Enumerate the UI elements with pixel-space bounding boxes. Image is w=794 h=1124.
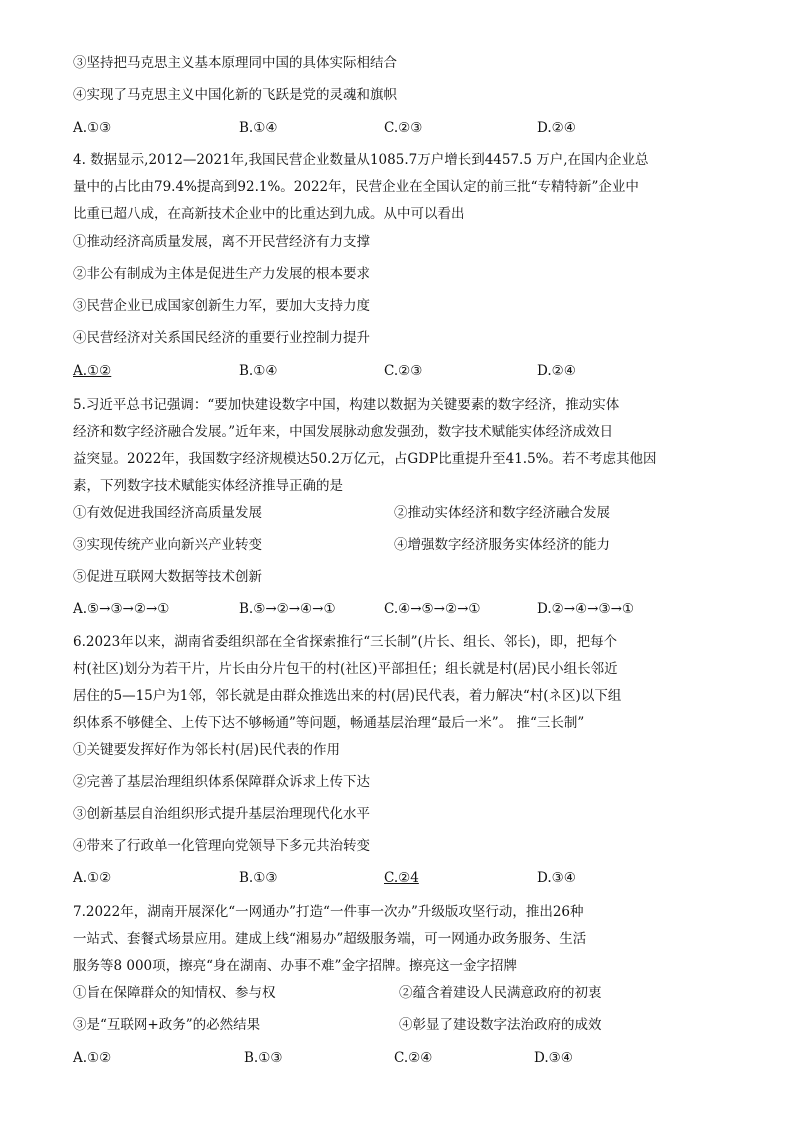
q6-option-c: C.②4 bbox=[384, 870, 419, 886]
q6-item-4: ④带来了行政单一化管理向党领导下多元共治转变 bbox=[73, 838, 370, 854]
q3-option-a: A.①③ bbox=[73, 120, 112, 136]
q5-option-c: C.④→⑤→②→① bbox=[384, 601, 481, 617]
q7-option-a: A.①② bbox=[73, 1050, 112, 1066]
q4-option-c: C.②③ bbox=[384, 363, 423, 379]
q5-stem-line-4: 素，下列数字技术赋能实体经济推导正确的是 bbox=[73, 478, 343, 494]
q7-option-c: C.②④ bbox=[394, 1050, 433, 1066]
q6-item-3: ③创新基层自治组织形式提升基层治理现代化水平 bbox=[73, 806, 370, 822]
q5-item-2: ②推动实体经济和数字经济融合发展 bbox=[394, 505, 610, 521]
q5-option-a: A.⑤→③→②→① bbox=[73, 601, 170, 617]
q4-item-4: ④民营经济对关系国民经济的重要行业控制力提升 bbox=[73, 330, 370, 346]
q4-option-b: B.①④ bbox=[239, 363, 278, 379]
q3-option-c: C.②③ bbox=[384, 120, 423, 136]
q5-option-d: D.②→④→③→① bbox=[537, 601, 634, 617]
q4-item-1: ①推动经济高质量发展，离不开民营经济有力支撑 bbox=[73, 234, 370, 250]
q4-stem-line-3: 比重已超八成，在高新技术企业中的比重达到九成。从中可以看出 bbox=[73, 206, 465, 222]
q3-option-d: D.②④ bbox=[537, 120, 576, 136]
q5-option-b: B.⑤→②→④→① bbox=[239, 601, 336, 617]
q5-stem-line-1: 5.习近平总书记强调：“要加快建设数字中国，构建以数据为关键要素的数字经济，推动实体 bbox=[73, 397, 620, 413]
q7-item-2: ②蕴含着建设人民满意政府的初衷 bbox=[399, 985, 602, 1001]
q6-stem-line-2: 村(社区)划分为若干片，片长由分片包干的村(社区)平部担任；组长就是村(居)民小组长邻近 bbox=[73, 661, 618, 677]
q3-item-3: ③坚持把马克思主义基本原理同中国的具体实际相结合 bbox=[73, 55, 397, 71]
q6-option-d: D.③④ bbox=[537, 870, 576, 886]
q5-item-1: ①有效促进我国经济高质量发展 bbox=[73, 505, 262, 521]
q4-stem-line-1: 4. 数据显示,2012—2021年,我国民营企业数量从1085.7万户增长到4457.5 万户,在国内企业总 bbox=[73, 152, 649, 168]
q7-stem-line-3: 服务等8 000项，擦亮“身在湖南、办事不难”金字招牌。擦亮这一金字招牌 bbox=[73, 958, 517, 974]
q6-option-b: B.①③ bbox=[239, 870, 278, 886]
q6-item-1: ①关键要发挥好作为邻长村(居)民代表的作用 bbox=[73, 742, 341, 758]
q7-stem-line-1: 7.2022年，湖南开展深化“一网通办”打造“一件事一次办”升级版攻坚行动，推出26种 bbox=[73, 904, 584, 920]
q6-stem-line-4: 织体系不够健全、上传下达不够畅通”等问题，畅通基层治理“最后一米”。 推“三长制” bbox=[73, 715, 585, 731]
q5-item-4: ④增强数字经济服务实体经济的能力 bbox=[394, 537, 610, 553]
q7-item-3: ③是“互联网+政务”的必然结果 bbox=[73, 1017, 261, 1033]
q7-option-d: D.③④ bbox=[534, 1050, 573, 1066]
q5-stem-line-2: 经济和数字经济融合发展。”近年来，中国发展脉动愈发强劲，数字技术赋能实体经济成效日 bbox=[73, 424, 614, 440]
q4-stem-line-2: 量中的占比由79.4%提高到92.1%。2022年，民营企业在全国认定的前三批“专精特新”企业中 bbox=[73, 179, 639, 195]
q3-option-b: B.①④ bbox=[239, 120, 278, 136]
q4-option-d: D.②④ bbox=[537, 363, 576, 379]
q3-item-4: ④实现了马克思主义中国化新的飞跃是党的灵魂和旗帜 bbox=[73, 87, 397, 103]
q5-stem-line-3: 益突显。2022年，我国数字经济规模达50.2万亿元，占GDP比重提升至41.5%。若不考虑其他因 bbox=[73, 451, 657, 467]
q4-item-3: ③民营企业已成国家创新生力军，要加大支持力度 bbox=[73, 298, 370, 314]
q7-stem-line-2: 一站式、套餐式场景应用。建成上线“湘易办”超级服务端，可一网通办政务服务、生活 bbox=[73, 931, 587, 947]
q6-stem-line-3: 居住的5—15户为1邻，邻长就是由群众推选出来的村(居)民代表，着力解决“村(ネ区)以下组 bbox=[73, 688, 622, 704]
q5-item-3: ③实现传统产业向新兴产业转变 bbox=[73, 537, 262, 553]
q4-option-a: A.①② bbox=[73, 363, 112, 379]
q6-stem-line-1: 6.2023年以来，湖南省委组织部在全省探索推行“三长制”(片长、组长、邻长)，即，把每个 bbox=[73, 634, 618, 650]
q6-option-a: A.①② bbox=[73, 870, 112, 886]
q7-item-4: ④彰显了建设数字法治政府的成效 bbox=[399, 1017, 602, 1033]
q6-item-2: ②完善了基层治理组织体系保障群众诉求上传下达 bbox=[73, 774, 370, 790]
q7-item-1: ①旨在保障群众的知情权、参与权 bbox=[73, 985, 276, 1001]
q4-item-2: ②非公有制成为主体是促进生产力发展的根本要求 bbox=[73, 266, 370, 282]
q5-item-5: ⑤促进互联网大数据等技术创新 bbox=[73, 569, 262, 585]
q7-option-b: B.①③ bbox=[244, 1050, 283, 1066]
